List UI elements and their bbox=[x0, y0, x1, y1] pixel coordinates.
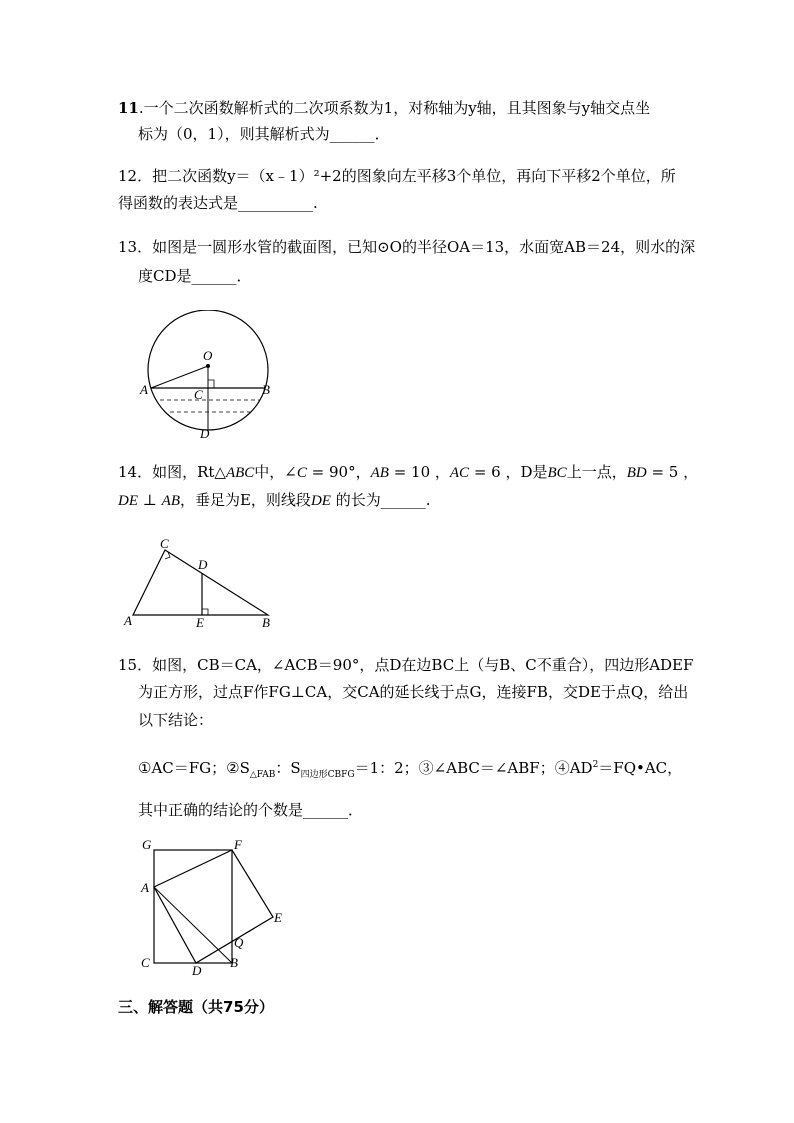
q14-line1 bbox=[118, 462, 698, 483]
q14-seg: BD bbox=[626, 465, 647, 481]
label-e: E bbox=[196, 615, 204, 630]
label-b: B bbox=[230, 955, 238, 970]
label-g: G bbox=[142, 837, 152, 852]
label-c: C bbox=[194, 387, 203, 402]
right-angle-mark bbox=[208, 380, 214, 388]
q14-seg: 上一点， bbox=[566, 463, 627, 481]
label-e: E bbox=[274, 910, 282, 925]
q12-line2: 得函数的表达式是__________. bbox=[118, 194, 318, 212]
q13-line1: 13．如图是一圆形水管的截面图，已知⊙O的半径OA＝13，水面宽AB＝24，则水的深 bbox=[118, 238, 696, 256]
section-3-heading: 三、解答题（共75分） bbox=[118, 998, 274, 1016]
q15-conclusions bbox=[138, 755, 682, 785]
label-d: D bbox=[200, 426, 210, 441]
q14-seg: ABC bbox=[225, 465, 255, 481]
q15-seg: ：S bbox=[275, 759, 301, 777]
center-dot bbox=[206, 364, 210, 368]
q14-line2 bbox=[118, 490, 430, 511]
radius-oa bbox=[151, 366, 208, 388]
q14-figure bbox=[120, 535, 285, 630]
label-b: B bbox=[262, 615, 270, 630]
q14-seg: 的长为______. bbox=[330, 491, 431, 509]
label-q: Q bbox=[234, 935, 244, 950]
q14-seg: BC bbox=[547, 465, 567, 481]
q11-line1 bbox=[118, 98, 650, 118]
q14-seg: = 6 ，D是 bbox=[469, 463, 548, 481]
label-f: F bbox=[234, 837, 242, 852]
q15-line5: 其中正确的结论的个数是______． bbox=[138, 801, 364, 819]
label-c: C bbox=[160, 536, 169, 551]
segment-ab bbox=[154, 887, 232, 963]
label-c: C bbox=[141, 955, 150, 970]
q14-seg: AC bbox=[449, 465, 470, 481]
label-o: O bbox=[203, 348, 213, 363]
label-a: A bbox=[140, 382, 148, 397]
q15-sub: 四边形CBFG bbox=[300, 770, 355, 780]
q14-seg: 中，∠ bbox=[254, 463, 297, 481]
q15-line1: 15．如图，CB＝CA，∠ACB＝90°，点D在边BC上（与B、C不重合），四边形ADEF bbox=[118, 656, 694, 674]
q11-text1: .一个二次函数解析式的二次项系数为1，对称轴为y轴，且其图象与y轴交点坐 bbox=[138, 99, 651, 117]
q13-line2: 度CD是______． bbox=[138, 267, 252, 285]
q14-seg: DE bbox=[310, 493, 331, 509]
q15-seg: ①AC＝FG；②S bbox=[138, 759, 250, 777]
label-d: D bbox=[198, 557, 208, 572]
q14-seg: ，垂足为E，则线段 bbox=[179, 491, 311, 509]
q14-seg: = 5 ， bbox=[646, 463, 699, 481]
label-a: A bbox=[124, 613, 132, 628]
q15-line3: 以下结论： bbox=[138, 711, 214, 729]
label-a: A bbox=[141, 880, 149, 895]
q14-seg: AB bbox=[161, 493, 180, 509]
label-d: D bbox=[192, 963, 202, 978]
q14-seg: C bbox=[296, 465, 307, 481]
q13-figure bbox=[130, 310, 290, 445]
q15-sup: 2 bbox=[592, 760, 599, 770]
q15-seg: ＝FQ•AC， bbox=[598, 759, 683, 777]
q15-seg: ＝1：2；③∠ABC＝∠ABF；④AD bbox=[354, 759, 593, 777]
q14-seg: ⊥ bbox=[138, 491, 162, 509]
q14-seg: AB bbox=[370, 465, 389, 481]
q14-seg: DE bbox=[118, 493, 138, 509]
rect-gfbc bbox=[154, 850, 232, 963]
q15-line2: 为正方形，过点F作FG⊥CA，交CA的延长线于点G，连接FB，交DE于点Q，给出 bbox=[138, 683, 689, 701]
q11-line2: 标为（0，1），则其解析式为______． bbox=[138, 125, 390, 143]
q12-line1: 12．把二次函数y＝（x﹣1）²+2的图象向左平移3个单位，再向下平移2个单位，所 bbox=[118, 167, 676, 185]
q11-number: 11 bbox=[118, 99, 139, 117]
q14-seg: = 90°， bbox=[306, 463, 371, 481]
q14-seg: = 10 ， bbox=[388, 463, 450, 481]
q14-seg: 14．如图，Rt△ bbox=[118, 463, 226, 481]
q15-sub: △FAB bbox=[249, 770, 276, 780]
square-adef bbox=[154, 850, 273, 963]
q15-figure bbox=[130, 835, 300, 980]
label-b: B bbox=[262, 382, 270, 397]
